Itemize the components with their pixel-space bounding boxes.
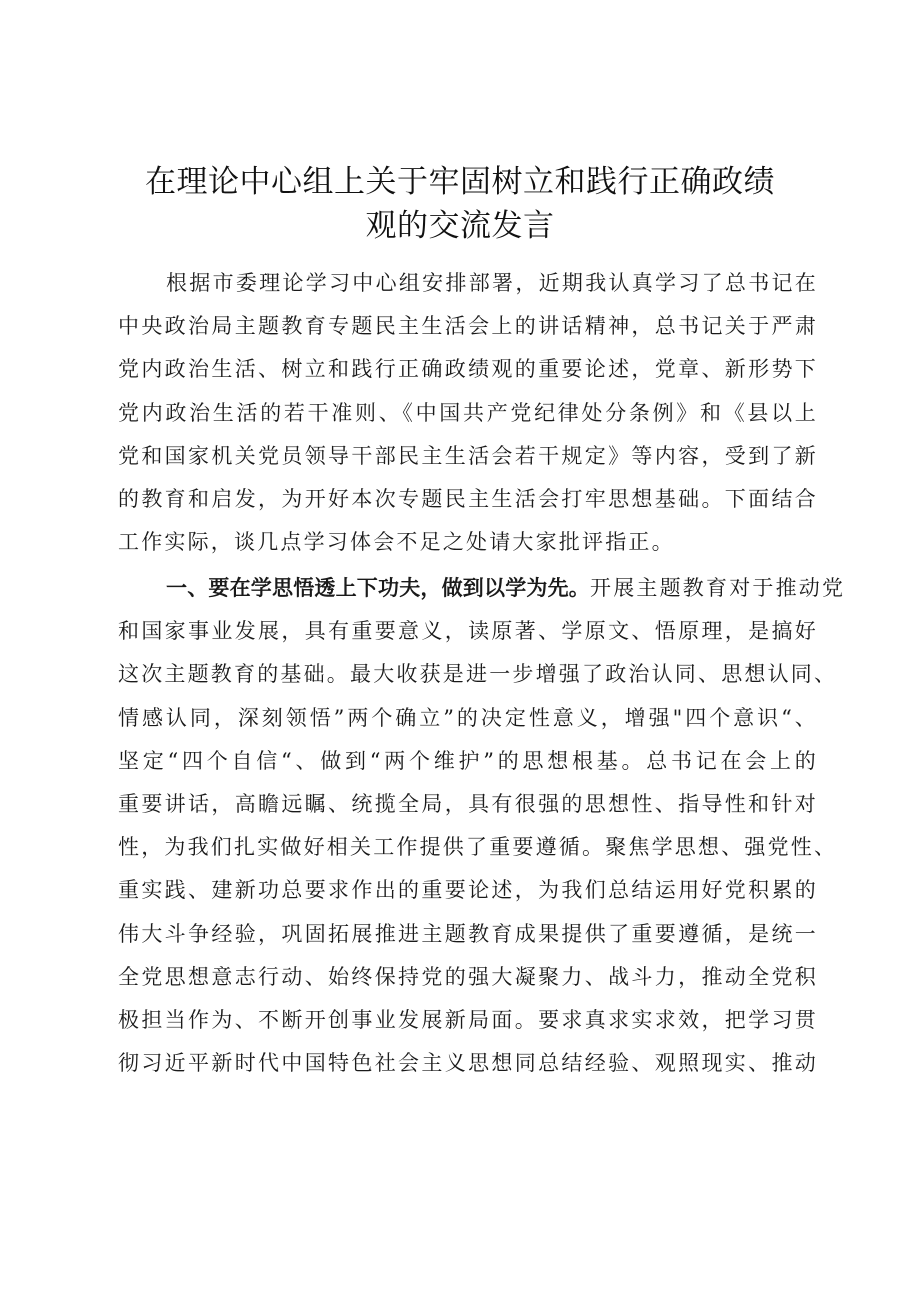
paragraph-line: 的教育和启发，为开好本次专题民主生活会打牢思想基础。下面结合 bbox=[118, 486, 818, 511]
paragraph-2 bbox=[118, 567, 846, 1085]
title-line-2: 观的交流发言 bbox=[365, 208, 555, 244]
paragraph-line: 坚定“四个自信“、做到“两个维护”的思想根基。总书记在会上的 bbox=[118, 748, 818, 773]
paragraph-line: 重实践、建新功总要求作出的重要论述，为我们总结运用好党积累的 bbox=[118, 878, 818, 903]
paragraph-line: 这次主题教育的基础。最大收获是进一步增强了政治认同、思想认同、 bbox=[118, 662, 838, 687]
paragraph-line: 工作实际，谈几点学习体会不足之处请大家批评指正。 bbox=[118, 530, 675, 555]
paragraph-1 bbox=[118, 262, 818, 564]
paragraph-line: 中央政治局主题教育专题民主生活会上的讲话精神，总书记关于严肃 bbox=[118, 314, 818, 339]
paragraph-line: 彻习近平新时代中国特色社会主义思想同总结经验、观照现实、推动 bbox=[118, 1051, 818, 1076]
paragraph-line: 重要讲话，高瞻远瞩、统揽全局，具有很强的思想性、指导性和针对 bbox=[118, 791, 818, 816]
paragraph-line: 党和国家机关党员领导干部民主生活会若干规定》等内容，受到了新 bbox=[118, 443, 818, 468]
paragraph-line-rest: 开展主题教育对于推动党 bbox=[590, 576, 846, 600]
section-heading: 一、要在学思悟透上下功夫，做到以学为先。 bbox=[166, 576, 590, 600]
paragraph-line: 根据市委理论学习中心组安排部署，近期我认真学习了总书记在 bbox=[166, 271, 818, 295]
paragraph-line: 极担当作为、不断开创事业发展新局面。要求真求实求效，把学习贯 bbox=[118, 1007, 818, 1032]
paragraph-line: 和国家事业发展，具有重要意义，读原著、学原文、悟原理，是搞好 bbox=[118, 619, 818, 644]
paragraph-line: 党内政治生活的若干准则、《中国共产党纪律处分条例》和《县以上 bbox=[118, 400, 818, 425]
paragraph-line: 情感认同，深刻领悟”两个确立”的决定性意义，增强"四个意识“、 bbox=[118, 705, 818, 730]
document-title bbox=[100, 160, 820, 248]
paragraph-line: 党内政治生活、树立和践行正确政绩观的重要论述，党章、新形势下 bbox=[118, 357, 818, 382]
paragraph-line: 伟大斗争经验，巩固拓展推进主题教育成果提供了重要遵循，是统一 bbox=[118, 921, 818, 946]
paragraph-line: 性，为我们扎实做好相关工作提供了重要遵循。聚焦学思想、强党性、 bbox=[118, 835, 838, 860]
paragraph-first-line bbox=[118, 567, 846, 610]
paragraph-line: 全党思想意志行动、始终保持党的强大凝聚力、战斗力，推动全党积 bbox=[118, 964, 818, 989]
title-line-1: 在理论中心组上关于牢固树立和践行正确政绩 bbox=[145, 164, 775, 200]
